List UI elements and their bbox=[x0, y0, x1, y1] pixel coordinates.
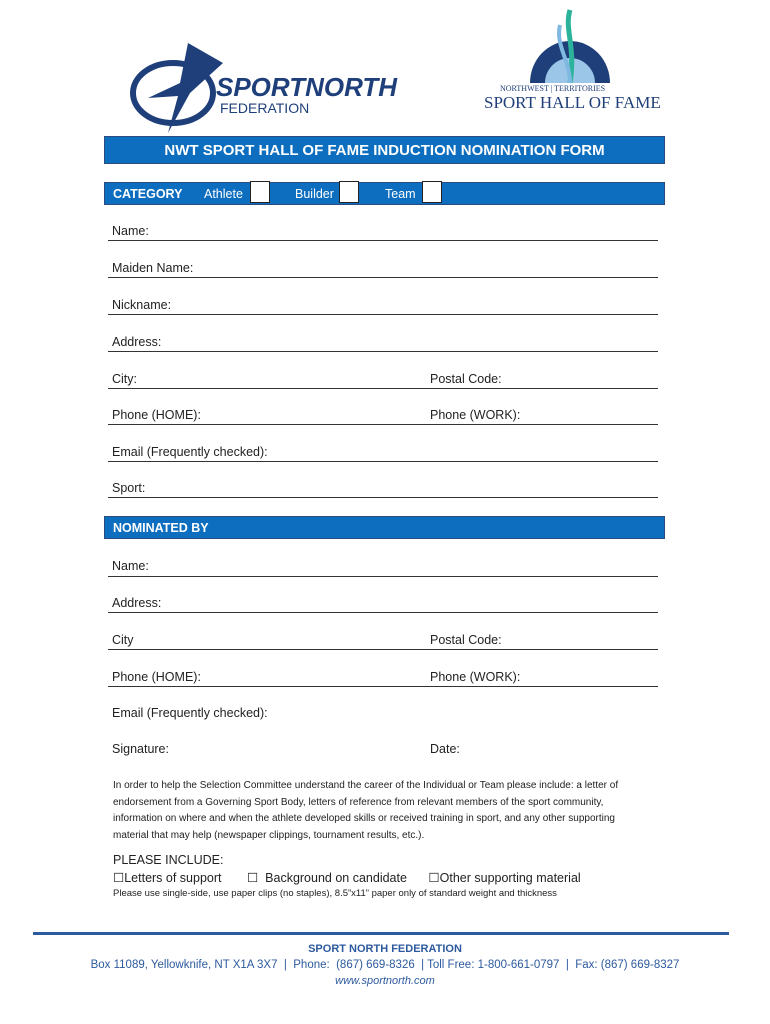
other-label: Other supporting material bbox=[439, 871, 581, 885]
instructions-text: In order to help the Selection Committee understand the career of the Individual or Team please include: a letter of endorsement from a Governing Sport Body, letters of reference from relevant members of the sport community, information on where and when the athlete developed skills or received training in sport, and any other supporting material that may help (newspaper clippings, tournament results, etc.). bbox=[113, 780, 619, 841]
address-label: Address: bbox=[112, 335, 162, 349]
paper-note: Please use single-side, use paper clips (no staples), 8.5”x11” paper only of standard weight and thickness bbox=[113, 888, 557, 899]
please-include-heading: PLEASE INCLUDE: bbox=[113, 853, 224, 867]
form-title: NWT SPORT HALL OF FAME INDUCTION NOMINATION FORM bbox=[104, 136, 665, 164]
sport-field[interactable] bbox=[108, 497, 658, 498]
nominee-name-field[interactable] bbox=[108, 240, 658, 241]
torch-emblem-icon bbox=[520, 5, 620, 83]
nominator-email-label: Email (Frequently checked): bbox=[112, 706, 268, 720]
postal-label: Postal Code: bbox=[430, 372, 502, 386]
team-label: Team bbox=[385, 187, 416, 201]
hof-top-text: NORTHWEST | TERRITORIES bbox=[500, 84, 606, 93]
nominee-name-label: Name: bbox=[112, 224, 149, 238]
address-field[interactable] bbox=[108, 351, 658, 352]
category-bar bbox=[104, 182, 665, 205]
hof-name-text: SPORT HALL OF FAME bbox=[484, 93, 661, 112]
athlete-label: Athlete bbox=[204, 187, 243, 201]
sport-label: Sport: bbox=[112, 481, 146, 495]
sportnorth-wordmark: SPORTNORTH bbox=[216, 72, 398, 102]
phone-work-label: Phone (WORK): bbox=[430, 408, 521, 422]
city-label: City: bbox=[112, 372, 137, 386]
include-checklist bbox=[113, 870, 581, 885]
nominator-name-field[interactable] bbox=[108, 576, 658, 577]
athlete-checkbox[interactable] bbox=[250, 181, 270, 203]
maiden-name-field[interactable] bbox=[108, 277, 658, 278]
nominator-city-field[interactable] bbox=[108, 649, 658, 650]
sportnorth-logo bbox=[128, 38, 418, 138]
sportnorth-emblem-icon bbox=[128, 38, 228, 138]
nominated-by-header: NOMINATED BY bbox=[104, 516, 665, 539]
nominator-phone-work-label: Phone (WORK): bbox=[430, 670, 521, 684]
nominator-phone-field[interactable] bbox=[108, 686, 658, 687]
team-checkbox[interactable] bbox=[422, 181, 442, 203]
nominator-name-label: Name: bbox=[112, 559, 149, 573]
nominator-postal-label: Postal Code: bbox=[430, 633, 502, 647]
maiden-name-label: Maiden Name: bbox=[112, 261, 194, 275]
email-field[interactable] bbox=[108, 461, 658, 462]
nominator-city-label: City bbox=[112, 633, 134, 647]
category-label: CATEGORY bbox=[113, 187, 183, 201]
signature-label: Signature: bbox=[112, 742, 169, 756]
hall-of-fame-logo bbox=[480, 5, 665, 115]
other-checkbox[interactable]: ☐ bbox=[428, 871, 440, 885]
nickname-label: Nickname: bbox=[112, 298, 172, 312]
phone-home-label: Phone (HOME): bbox=[112, 408, 201, 422]
nominator-address-field[interactable] bbox=[108, 612, 658, 613]
footer-contact: Box 11089, Yellowknife, NT X1A 3X7 | Phone: (867) 669-8326 | Toll Free: 1-800-661-0797 | Fax: (867) 669-8327 bbox=[90, 959, 680, 971]
federation-text: FEDERATION bbox=[220, 100, 310, 116]
email-label: Email (Frequently checked): bbox=[112, 445, 268, 459]
builder-label: Builder bbox=[295, 187, 334, 201]
city-postal-field[interactable] bbox=[108, 388, 658, 389]
footer-divider bbox=[33, 932, 729, 935]
phone-field[interactable] bbox=[108, 424, 658, 425]
background-checkbox[interactable]: ☐ bbox=[246, 871, 259, 885]
footer-website-link[interactable]: www.sportnorth.com bbox=[335, 975, 435, 987]
background-label: Background on candidate bbox=[265, 871, 407, 885]
footer-org: SPORT NORTH FEDERATION bbox=[308, 943, 462, 955]
nominator-address-label: Address: bbox=[112, 596, 162, 610]
date-label: Date: bbox=[430, 742, 460, 756]
nominator-phone-home-label: Phone (HOME): bbox=[112, 670, 201, 684]
nickname-field[interactable] bbox=[108, 314, 658, 315]
letters-label: Letters of support bbox=[124, 871, 222, 885]
builder-checkbox[interactable] bbox=[339, 181, 359, 203]
letters-checkbox[interactable]: ☐ bbox=[113, 871, 125, 885]
